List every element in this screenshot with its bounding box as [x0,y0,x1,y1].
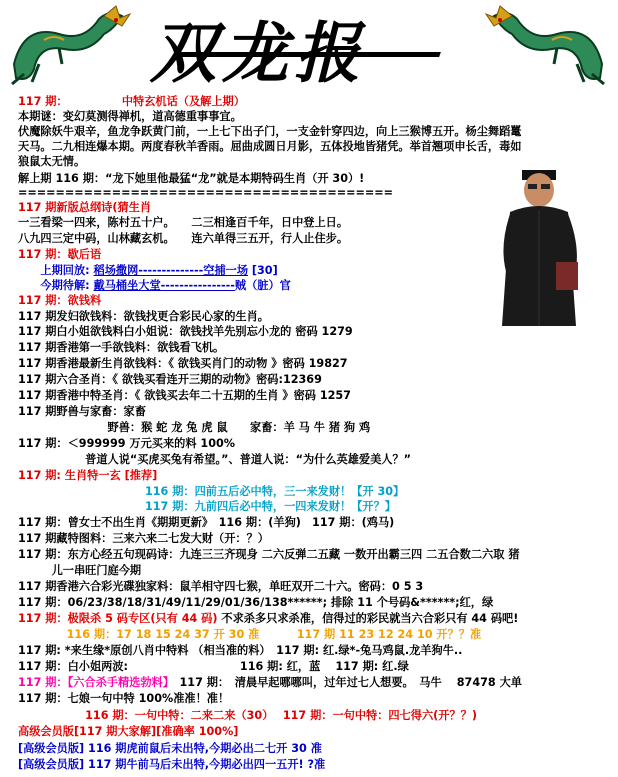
text-segment: 不求杀多只求杀准，信得过的彩民就当六合彩只有 44 码吧! [217,612,519,625]
text-line [18,741,322,757]
text-line [18,468,157,484]
text-segment: 117 期：＜999999 万元买来的料 100% [18,437,235,450]
text-line [18,531,269,547]
text-segment: 野兽：猴 蛇 龙 兔 虎 鼠 家畜：羊 马 牛 猪 狗 鸡 [18,421,371,434]
text-line [18,94,245,110]
text-segment: 一三看梁一四来，陈村五十户。 二三相逢百千年，日中登上日。 [18,216,349,229]
text-line [18,263,278,279]
text-line [18,139,521,155]
text-line [18,278,291,294]
text-segment: 117 期: *来生缘*原创八肖中特料 （相当准的料） 117 期: 红.绿*-兔马鸡鼠.龙羊狗牛.. [18,644,463,657]
text-line [18,185,393,201]
text-line [18,324,353,340]
dragon-left-icon [4,4,134,88]
text-line [18,627,481,643]
text-segment: 117 期香港最新生肖欲钱料：《 欲钱买肖门的动物 》密码 19827 [18,357,348,370]
text-segment: 116 期：四前五后必中特，三一来发财！【开 30】 [18,485,405,498]
text-line [18,231,348,247]
text-line [18,563,141,579]
text-line [18,436,235,452]
text-segment: 狼鼠太无情。 [18,155,86,168]
text-segment: 117 期： [18,95,63,108]
text-segment: 117 期：极限杀 5 码专区(只有 44 码) [18,612,218,625]
text-segment: 117 期香港六合彩光碟独家料：鼠羊相守四七猴，单旺双开二十六。密码：0 5 3 [18,580,424,593]
text-line [18,708,477,724]
text-line [18,293,101,309]
page-title: 双龙报 [150,14,366,92]
text-segment: 117 期：欲钱料 [18,294,102,307]
dragon-right-icon [482,4,612,88]
text-line [18,691,229,707]
text-segment: 117 期新版总纲诗(猜生肖 [18,201,152,214]
text-segment: 117 期：06/23/38/18/31/49/11/29/01/36/138******; 排除 11 个号码&******;红，绿 [18,596,494,609]
text-line [18,547,520,563]
text-line [18,247,101,263]
text-segment: 117 期：七娘一句中特 100%准准！准！ [18,692,230,705]
text-segment: 解上期 116 期：“龙下她里他最猛“龙”就是本期特码生肖（开 30）! [18,172,365,185]
text-line [18,340,224,356]
text-line [18,499,396,515]
text-line [18,452,411,468]
text-segment: 今期待解: [18,279,94,292]
text-segment: 本期谜：变幻莫测得禅机，道高德重事事宜。 [18,110,242,123]
text-segment: 117 期发妇欲钱料：欲钱找更合彩民心家的生肖。 [18,310,269,323]
text-line [18,109,242,125]
text-segment: 中特玄机话（及解上期） [62,95,245,108]
text-segment: 117 期：白小姐两波: 116 期: 红，蓝 117 期: 红.绿 [18,660,409,673]
text-segment: 117 期： 清晨早起哪哪叫，过年过七人想要。 马牛 87478 大单 [168,676,522,689]
text-segment: 117 期香港中特圣肖：《 欲钱买去年二十五期的生肖 》密码 1257 [18,389,351,402]
text-segment: 117 期香港第一手欲钱料：欲钱看飞机。 [18,341,225,354]
text-line [18,515,394,531]
text-segment: 上期回放: [18,264,94,277]
text-segment: 117 期六合圣肖：《 欲钱买看连开三期的动物》密码:12369 [18,373,322,386]
text-segment: 117 期：【六合杀手精选勃料】 [18,676,169,689]
text-segment: 伏魔除妖牛艰辛，鱼龙争跃黄门前，一上七下出子门，一支金针穿四边，向上三猴博五开。杨尘舞蹈鼍 [18,125,522,138]
text-line [18,659,409,675]
text-line [18,595,493,611]
text-segment: 116 期：一句中特：二来二来（30） 117 期：一句中特：四七得六(开？？) [18,709,477,722]
text-segment: 117 期野兽与家畜：家畜 [18,405,146,418]
text-segment: 117 期：九前四后必中特，一四来发财！【开？】 [18,500,396,513]
text-segment: 高级会员版[117 期大家解][准确率 100%] [18,725,239,738]
text-segment: [高级会员版] 117 期牛前马后未出特,今期必出四一五开! ?准 [18,758,326,771]
text-line [18,757,325,773]
text-line [18,356,348,372]
text-segment: 戴马桶坐大堂---------------- [93,279,235,292]
text-segment: 普道人说“买虎买兔有希望。”、普道人说：“为什么英雄爱美人？” [18,453,412,466]
text-segment: [30] [248,264,278,277]
text-segment: 117 期藏特图料：三来六来二七发大财（开：？） [18,532,269,545]
text-segment: 稻场撒网--------------空捕一场 [93,264,249,277]
person-figure-icon [480,170,600,326]
text-line [18,724,238,740]
text-line [18,420,370,436]
text-segment: 儿一串旺门庭今期 [18,564,142,577]
text-segment: [高级会员版] 116 期虎前鼠后未出特,今期必出二七开 30 准 [18,742,322,755]
text-line [18,388,351,404]
text-segment: 117 期：曾女士不出生肖《期期更新》 116 期：(羊狗) 117 期：(鸡马) [18,516,395,529]
text-segment: 117 期: 生肖特一玄 [推荐] [18,469,158,482]
text-line [18,484,404,500]
text-segment: 贼（脏）官 [234,279,291,292]
text-segment: 116 期：17 18 15 24 37 开 30 准 117 期 11 23 12 24 10 开？？准 [18,628,482,641]
text-line [18,372,322,388]
text-segment: 117 期白小姐欲钱料白小姐说：欲钱找羊先别忘小龙的 密码 1279 [18,325,353,338]
text-line [18,154,85,170]
text-line [18,309,269,325]
text-line [18,643,462,659]
text-segment: 八九四三定中码，山林藏玄机。 连六单得三五开，行人止住步。 [18,232,349,245]
text-segment: 117 期：东方心经五句现码诗：九连三三齐现身 二六反弹二五藏 一数开出霸三四 二五合数二六取 猪 [18,548,520,561]
text-segment: ======================================== [18,186,393,199]
text-line [18,200,151,216]
header-banner [0,0,618,92]
text-line [18,579,423,595]
text-line [18,124,521,140]
text-line [18,675,522,691]
text-line [18,611,518,627]
text-segment: 天马。二九相连爆本期。两度春秋羊香雨。屈曲成圆日月影，五体投地皆猪凭。举首翘项申长舌，毒如 [18,140,522,153]
text-line [18,215,348,231]
text-segment: 117 期：歇后语 [18,248,102,261]
text-line [18,404,146,420]
